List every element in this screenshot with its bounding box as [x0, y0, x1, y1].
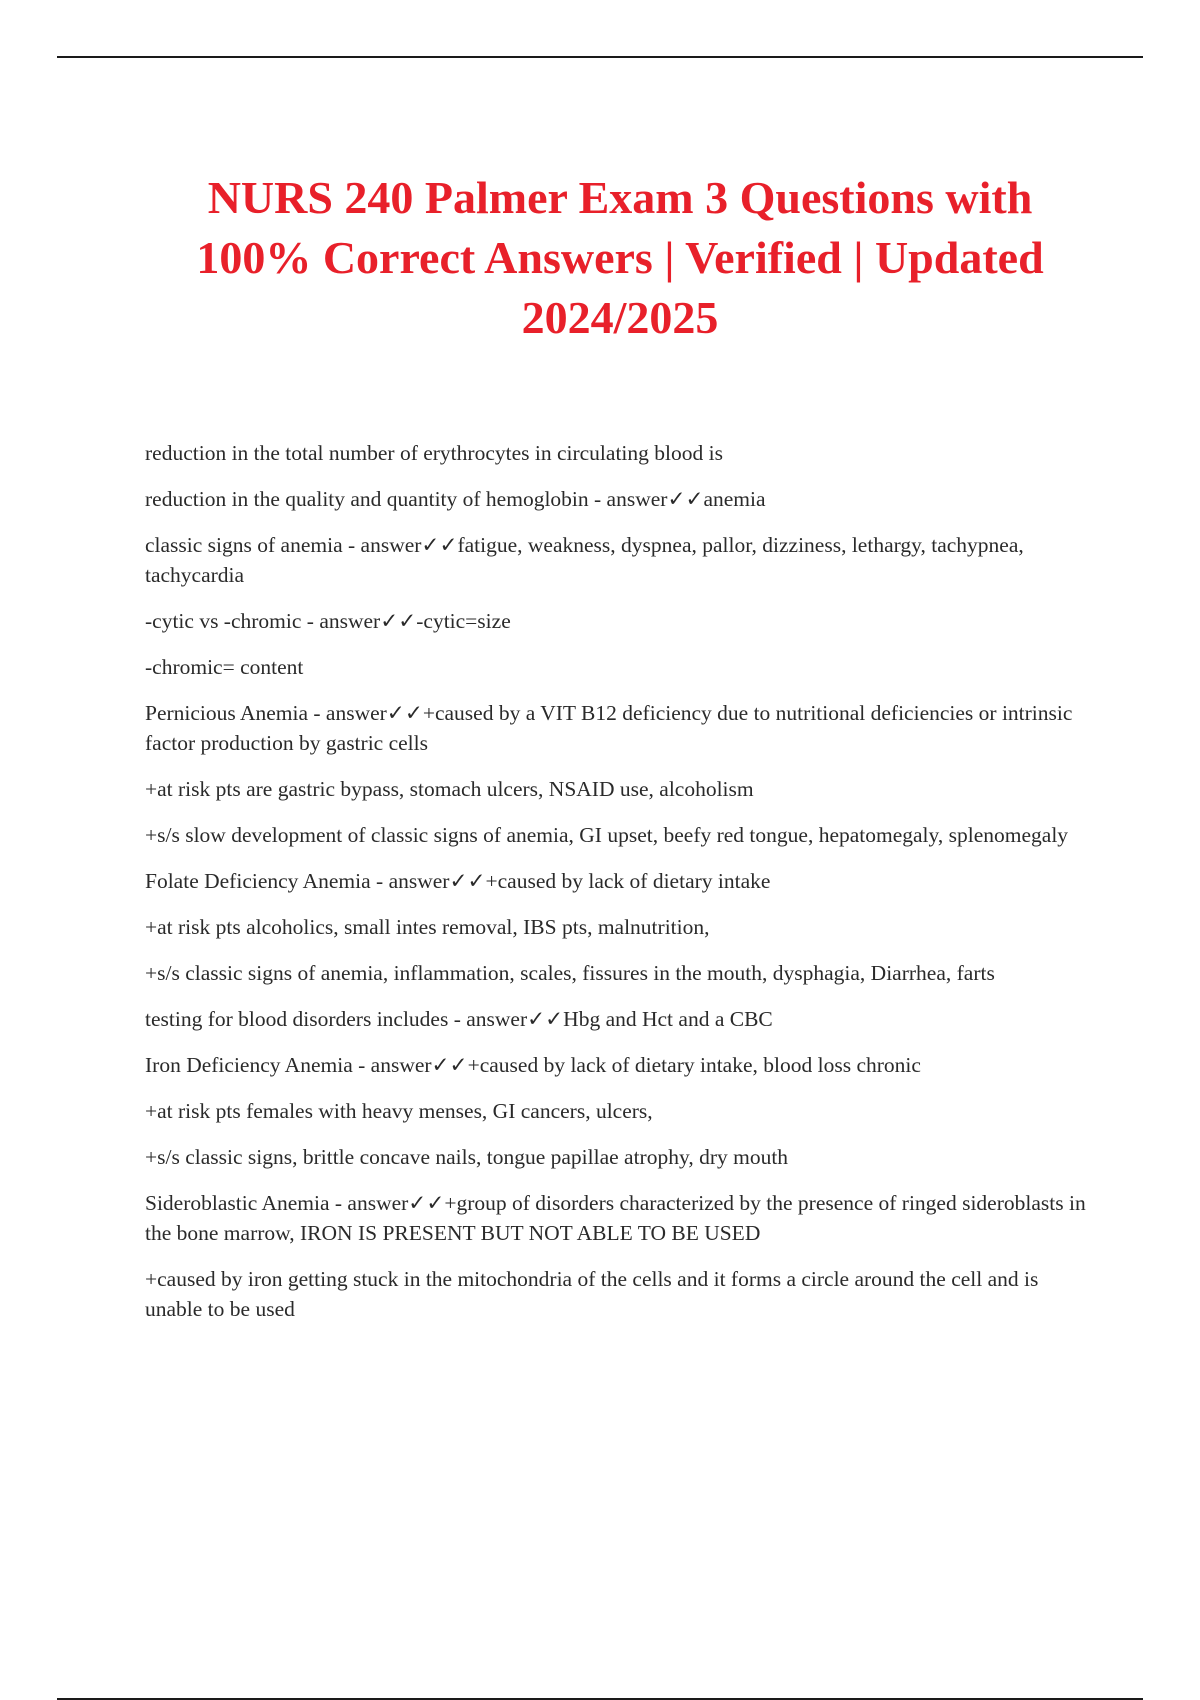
paragraph: classic signs of anemia - answer✓✓fatigue, weakness, dyspnea, pallor, dizziness, lethargy, tachypnea, tachycardia [145, 533, 1024, 587]
title-line-1: NURS 240 Palmer Exam 3 Questions with [207, 172, 1033, 223]
paragraph: +at risk pts are gastric bypass, stomach ulcers, NSAID use, alcoholism [145, 777, 754, 801]
paragraph: reduction in the quality and quantity of hemoglobin - answer✓✓anemia [145, 487, 766, 511]
paragraph: Sideroblastic Anemia - answer✓✓+group of disorders characterized by the presence of ringed sideroblasts in the bone marrow, IRON IS PRESENT BUT NOT ABLE TO BE USED [145, 1191, 1086, 1245]
paragraph: +s/s classic signs of anemia, inflammation, scales, fissures in the mouth, dysphagia, Diarrhea, farts [145, 961, 995, 985]
paragraph: Folate Deficiency Anemia - answer✓✓+caused by lack of dietary intake [145, 869, 771, 893]
paragraph: -chromic= content [145, 655, 304, 679]
title-line-2: 100% Correct Answers | Verified | Updated [196, 232, 1044, 283]
paragraph: -cytic vs -chromic - answer✓✓-cytic=size [145, 609, 511, 633]
paragraph: reduction in the total number of erythrocytes in circulating blood is [145, 441, 723, 465]
paragraph: +at risk pts females with heavy menses, GI cancers, ulcers, [145, 1099, 653, 1123]
paragraph: +at risk pts alcoholics, small intes removal, IBS pts, malnutrition, [145, 915, 710, 939]
paragraph: Iron Deficiency Anemia - answer✓✓+caused by lack of dietary intake, blood loss chronic [145, 1053, 921, 1077]
document-body [145, 438, 1095, 1340]
document-title [100, 168, 1140, 348]
paragraph: +s/s classic signs, brittle concave nails, tongue papillae atrophy, dry mouth [145, 1145, 789, 1169]
paragraph: +s/s slow development of classic signs of anemia, GI upset, beefy red tongue, hepatomegaly, splenomegaly [145, 823, 1069, 847]
header-rule [57, 56, 1143, 58]
paragraph: Pernicious Anemia - answer✓✓+caused by a VIT B12 deficiency due to nutritional deficiencies or intrinsic factor production by gastric cells [145, 701, 1073, 755]
paragraph: +caused by iron getting stuck in the mitochondria of the cells and it forms a circle around the cell and is unable to be used [145, 1267, 1039, 1321]
title-line-3: 2024/2025 [521, 292, 719, 343]
paragraph: testing for blood disorders includes - answer✓✓Hbg and Hct and a CBC [145, 1007, 773, 1031]
